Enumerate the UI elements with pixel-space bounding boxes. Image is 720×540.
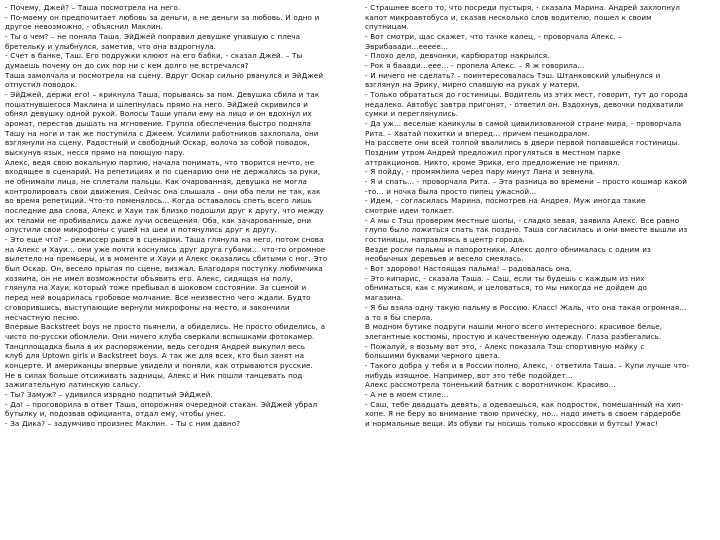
text-line: сговорившись, выступающие вернули микрофоны на место, и закончили xyxy=(5,302,290,312)
text-line: - Идем, - согласилась Марина, посмотрев на Андрея. Муж иногда такие xyxy=(365,196,646,206)
text-line: - Такого добра у тебя и в России полно, Алекс, - ответила Таша. – Купи лучше что- xyxy=(365,360,690,370)
text-line: Алекс, ведя свою вокальную партию, начала понимать, что творится нечто, не xyxy=(5,157,315,167)
text-line: - Рок я бааади…еее… - пропела Алекс. – Я ж говорила… xyxy=(365,61,585,71)
text-line: обнял девушку одной рукой. Волосы Таши упали ему на лицо и он вдохнул их xyxy=(5,109,312,119)
text-line: - Это кипарис, - сказала Таша. – Саш, если ты будешь с каждым из них xyxy=(365,273,645,283)
left-text-column xyxy=(5,3,357,429)
text-line: концерте. И американцы впервые увидели и поняли, как отрываются русские. xyxy=(5,360,313,370)
text-line: последние два слова, Алекс и Хауи так близко подошли друг к другу, что между xyxy=(5,206,324,216)
text-line: - Счет в банке, Таш. Его подружки клюют на его бабки, - сказал Джей. – Ты xyxy=(5,51,303,61)
right-text-column xyxy=(365,3,717,429)
text-line: - Я бы взяла одну такую пальму в Россию. Класс! Жаль, что она такая огромная… xyxy=(365,302,687,312)
text-line: глупо было ложиться спать так поздно. Таша согласилась и они вместе вышли из xyxy=(365,225,688,235)
text-line: Танцплощадка была в их распоряжении, ведь сегодня Андрей выкупил весь xyxy=(5,341,306,351)
text-line: - Ты о чем? – не поняла Таша. ЭйДжей поправил девушке упавшую с плеча xyxy=(5,32,301,42)
text-line: во время репетиций. Что-то поменялось… Когда оставалось спеть всего лишь xyxy=(5,196,312,206)
text-line: опустили свои микрофоны с ушей на шеи и потянулись друг к другу. xyxy=(5,225,277,235)
text-line: обниматься, как с мужиком, и целоваться, то мы никогда не дойдем до xyxy=(365,283,647,293)
text-line: большими буквами черного цвета. xyxy=(365,351,500,361)
text-line: взглянул на Эрику, мирно спавшую на руках у матери. xyxy=(365,80,580,90)
text-line: глянула на Хауи, который тоже пребывал в шоковом состоянии. За сценой и xyxy=(5,283,307,293)
text-line: - Только обрататься до гостиницы. Водитель из этих мест, говорит, тут до города xyxy=(365,90,688,100)
text-line: магазина. xyxy=(365,293,404,303)
text-line: Поздним утром Андрей предложил прогуляться в местном парке xyxy=(365,148,621,158)
text-line: несчастную песню. xyxy=(5,312,80,322)
text-line: - Вот смотри, щас скажет, что тачке капец, - проворчала Алекс. – xyxy=(365,32,623,42)
text-line: спутницам. xyxy=(365,22,409,32)
text-line: Эврибааади…еееее… xyxy=(365,41,449,51)
text-line: Алекс рассмотрела тоненький батник с воротничком. Красиво… xyxy=(365,380,616,390)
text-line: входящее в сценарий. На репетициях и по сценарию они не держались за руки, xyxy=(5,167,321,177)
text-line: Впервые Backstreet boys не просто пьянели, а обиделись. Не просто обиделись, а xyxy=(5,322,326,332)
text-line: В модном бутике подруги нашли много всего интересного: красивое белье, xyxy=(365,322,663,332)
text-line: бутылку и, подозвав официанта, отдал ему, чтобы унес. xyxy=(5,409,226,419)
text-line: был Оскар. Он, весело прыгая по сцене, визжал. Благодаря поступку любимчика xyxy=(5,264,323,274)
text-line: - Это еще что? – режиссер рывся в сценарии. Таша глянула на него, потом снова xyxy=(5,235,324,245)
text-line: вылетело на премьеры, и в моменте и Хауи и Алекс оказались сбитыми с ног. Это xyxy=(5,254,328,264)
text-line: - Страшнее всего то, что посреди пустыря, - сказала Марина. Андрей захлопнул xyxy=(365,3,680,12)
text-line: хозяина, он не имел возможности объявить его. Алекс, сидящая на полу, xyxy=(5,273,293,283)
text-line: - Я пойду, - промямлила через пару минут Лана и зевнула. xyxy=(365,167,596,177)
text-line: и нормальные вещи. Из обуви ты носишь только кроссовки и бутсы! Ужас! xyxy=(365,418,658,428)
text-line: необычных деревьев и весело смеялась. xyxy=(365,254,524,264)
text-line: Ташу на ноги и так же поступила с Джеем. Усилили работников захлопала, они xyxy=(5,128,319,138)
text-line: нибудь изящное. Например, вот это тебе подойдет… xyxy=(365,370,573,380)
text-line: - И ничего не сделать? – поинтересовалась Тэш. Штанковский улыбнулся и xyxy=(365,70,661,80)
text-line: зажигательную латинскую сальсу. xyxy=(5,380,141,390)
text-line: отпустил поводок. xyxy=(5,80,78,90)
text-line: хопе. Я не беру во внимание твою прическу, но… надо иметь в своем гардеробе xyxy=(365,409,681,419)
text-line: аромат, перестав дышать на мгновение. Группа обеспечения быстро поднялa xyxy=(5,119,311,129)
text-line: бретельку и улыбнулся, заметив, что она вздрогнула. xyxy=(5,41,217,51)
text-line: а то я бы сперла. xyxy=(365,312,433,322)
text-line: -то… и ночка была просто пипец ужасной… xyxy=(365,186,537,196)
text-line: - Да! – проговорила в ответ Таша, опорожняя очередной стакан. ЭйДжей убрал xyxy=(5,399,318,409)
text-line: их телами не пробивались даже лучи освещения. Оба, как зачарованные, они xyxy=(5,215,312,225)
text-line: - Почему, Джей? – Таша посмотрела на него. xyxy=(5,3,181,12)
text-line: - Пожалуй, я возьму вот это, - Алекс показала Тэш спортивную майку с xyxy=(365,341,645,351)
text-line: перед ней воцарилась гробовое молчание. Все неизвестно чего ждали. Будто xyxy=(5,293,311,303)
text-line: чисто по-русски обомлели. Они ничего клуба сверкали вспышками фотокамер. xyxy=(5,331,315,341)
text-line: контролировать свои движения. Сейчас она слышала – они оба пели не так, как xyxy=(5,186,321,196)
text-line: думаешь почему он до сих пор ни с кем долго не встречался? xyxy=(5,61,249,71)
text-line: сумки и переглянулись. xyxy=(365,109,459,119)
text-line: пошатнувшегося Маклина и шлепнулась прямо на него. ЭйДжей скривился и xyxy=(5,99,308,109)
text-line: Не в силах больше отсиживать задницы, Алекс и Ник пошли танцевать под xyxy=(5,370,303,380)
text-line: Везде росли пальмы и папоротники. Алекс долго обнималась с одним из xyxy=(365,244,651,254)
text-line: гостиницы, направляясь в центр города. xyxy=(365,235,525,245)
text-line: На рассвете они всей толпой ввалились в двери первой попавшейся гостиницы. xyxy=(365,138,680,148)
text-line: - Ты? Замуж? – удивился изрядно подпитый ЭйДжей. xyxy=(5,389,213,399)
text-line: недалеко. Автобус завтра пригонят, - ответил он. Вздохнув, девочки подхватили xyxy=(365,99,684,109)
text-line: на Алекс и Хауи… они уже почти коснулись друг друга губами… что-то огромное xyxy=(5,244,326,254)
text-line: - Плохо дело, девчонки, карбюратор накрылся. xyxy=(365,51,550,61)
text-line: - За Дика? – задумчиво произнес Маклин. – Ты с ним давно? xyxy=(5,418,241,428)
text-line: капот микроавтобуса и, сказав несколько слов водителю, пошел к своим xyxy=(365,12,652,22)
text-line: Рита. – Хватай похитки и вперед… причем пешкодралом. xyxy=(365,128,590,138)
text-line: - А не в моем стиле… xyxy=(365,389,449,399)
text-line: - ЭйДжей, держи его! – крикнула Таша, порываясь за пом. Девушка сбила и так xyxy=(5,90,320,100)
text-line: - По-моему он предпочитает любовь за деньги, а не деньги за любовь. И одно и xyxy=(5,12,320,22)
text-line: аттракционов. Никто, кроме Эрики, его предложение не принял. xyxy=(365,157,620,167)
text-line: выскунув язык, несся прямо на поющую пару. xyxy=(5,148,185,158)
text-line: элегантные костюмы, простую и качественную одежду. Глаза разбегались. xyxy=(365,331,662,341)
text-line: - Саш, тебе двадцать девять, а одеваешься, как подросток, помешанный на хип- xyxy=(365,399,684,409)
text-line: не обнимали лица, не сплетали пальцы. Как очарованная, девушка не могла xyxy=(5,177,307,187)
text-line: - Вот здорово! Настоящая пальма! – радовалась она. xyxy=(365,264,572,274)
text-line: клуб для Uptown girls и Backstreet boys. А так же для всех, кто был занят на xyxy=(5,351,305,361)
text-line: - Да уж… веселые каникулы в самой цивилизованной стране мира, - проворчала xyxy=(365,119,682,129)
text-line: взглянули на сцену. Радостный и свободный Оскар, волоча за собой поводок, xyxy=(5,138,310,148)
text-line: - Я и спать… - проворчала Рита. – Эта разница во времени – просто кошмар какой xyxy=(365,177,687,187)
text-line: Таша замолчала и посмотрела на сцену. Вдруг Оскар сильно рванулся и ЭйДжей xyxy=(5,70,324,80)
text-line: другое невозможно, - объяснил Маклин. xyxy=(5,22,163,32)
text-line: смотрие идеи толкает. xyxy=(365,206,455,216)
text-line: - А мы с Тэш проверим местные шопы, - сладко зевая, заявила Алекс. Все равно xyxy=(365,215,680,225)
